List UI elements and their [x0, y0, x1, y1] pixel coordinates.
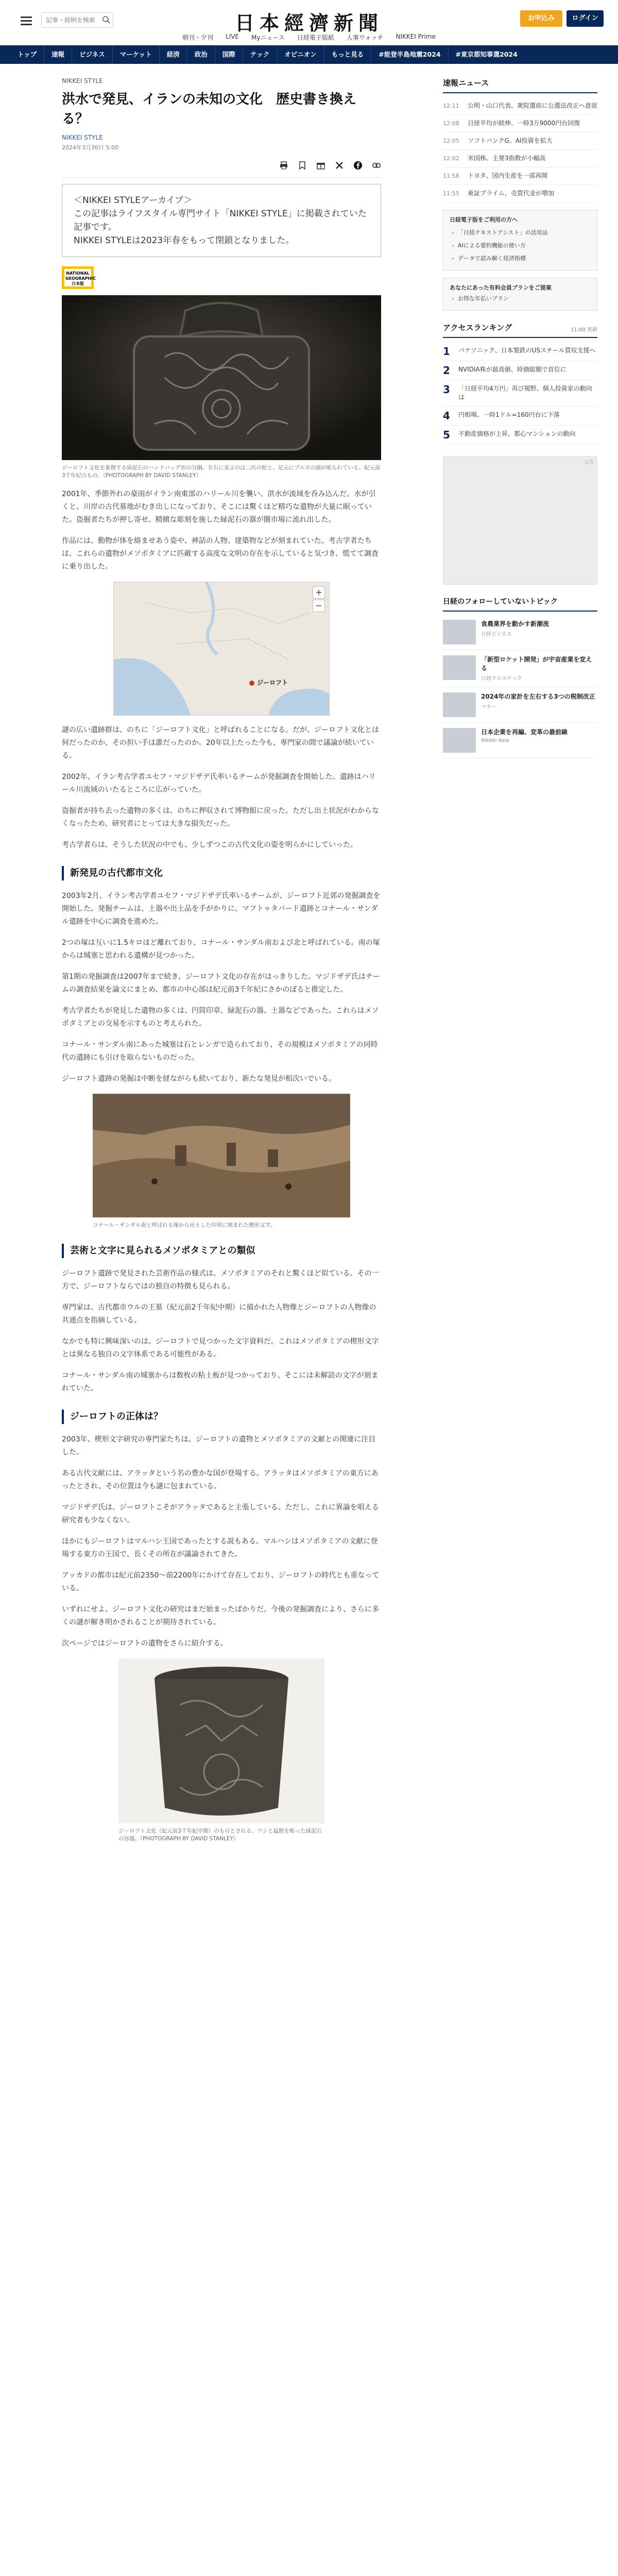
nav-item-economy[interactable]: 経済: [160, 45, 187, 64]
subnav-item[interactable]: Myニュース: [251, 34, 285, 41]
news-time: 11:55: [443, 190, 459, 197]
nav-item-international[interactable]: 国際: [215, 45, 243, 64]
rank-headline: 円相場、一時1ドル=160円台に下落: [458, 411, 560, 418]
news-time: 12:08: [443, 120, 459, 127]
promo-link[interactable]: › 「日経テキストアシスト」の活用法: [450, 226, 591, 239]
flash-news-item[interactable]: [443, 97, 597, 115]
article-paragraph: 次ページではジーロフトの遺物をさらに紹介する。: [62, 1639, 228, 1648]
follow-topic-item[interactable]: [443, 615, 597, 650]
topic-thumbnail: [443, 728, 476, 753]
topic-title: 食農業界を動かす新潮流: [481, 620, 550, 628]
section-heading: 新発見の古代都市文化: [62, 866, 381, 880]
article-paragraph: 2001年、季節外れの豪雨がイラン南東部のハリール川を襲い、洪水が流域を呑み込んだ。水が引くと、川岸の古代墓地がむき出しになっており、そこには驚くほど精巧な遺物が大量に眠っていた。盗掘者たちが押し寄せ、精緻な彫刻を施した緑泥石の器が闇市場に流れ出した。: [62, 490, 376, 524]
news-time: 12:11: [443, 103, 459, 109]
topic-source: Nikkei Asia: [481, 738, 509, 743]
article-paragraph: 作品には、動物が体を絡ませあう姿や、神話の人物、建築物などが刻まれていた。考古学者たちは、これらの遺物がメソポタミアに匹敵する高度な文明の存在を示していると気づき、慌てて調査に乗り出した。: [62, 537, 379, 571]
link-copy-icon[interactable]: [372, 161, 381, 170]
topic-source: マネー: [481, 704, 496, 710]
section-heading: 芸術と文字に見られるメソポタミアとの類似: [62, 1244, 381, 1258]
chlorite-weight-image: [62, 295, 381, 460]
map-zoom-out-button[interactable]: −: [313, 600, 325, 612]
article-paragraph: アッカドの都市は紀元前2350〜前2200年にかけて存在しており、ジーロフトの時代とも重なっている。: [62, 1571, 380, 1592]
follow-topics-heading: 日経のフォローしていないトピック: [443, 596, 597, 612]
article-date: 2024年3月30日 5:00: [62, 144, 119, 151]
rank-number: 2: [443, 364, 450, 377]
rank-headline: 「日経平均4万円」再び視野、個人投資家の動向は: [458, 385, 592, 401]
promo-title: 日経電子版をご利用の方へ: [450, 216, 518, 223]
gift-icon[interactable]: [316, 161, 325, 170]
follow-topic-item[interactable]: [443, 687, 597, 723]
news-time: 11:58: [443, 173, 459, 179]
nav-item-more[interactable]: もっと見る: [324, 45, 372, 64]
rank-number: 3: [443, 383, 450, 396]
plan-promo-box[interactable]: [443, 278, 597, 311]
plan-promo-title: あなたにあった有料会員プランをご提案: [450, 284, 552, 291]
article-paragraph: 2つの塚は互いに1.5キロほど離れており、コナール・サンダル南および北と呼ばれている。南の塚からは城塞と思われる遺構が見つかった。: [62, 939, 380, 960]
topic-thumbnail: [443, 620, 476, 645]
subscribe-button[interactable]: お申込み: [520, 10, 562, 27]
article: [62, 77, 381, 1851]
flash-news-heading: [443, 77, 597, 93]
map-city-label: ジーロフト: [257, 679, 288, 686]
ranking-item[interactable]: [443, 380, 597, 406]
article-paragraph: コナール・サンダル南にあった城塞は石とレンガで造られており、その規模はメソポタミアの同時代の遺跡にも引けを取らないものだった。: [62, 1041, 378, 1062]
login-button[interactable]: ログイン: [566, 10, 604, 27]
photo-caption: コナール・サンダル南と呼ばれる塚から出土した印章に刻まれた楔形文字。: [93, 1222, 276, 1228]
article-paragraph: ほかにもジーロフトはマルハシ王国であったとする説もある。マルハシはメソポタミアの文献に登場する東方の王国で、長くその所在が議論されてきた。: [62, 1537, 378, 1558]
menu-icon[interactable]: [21, 14, 32, 26]
nav-item-politics[interactable]: 政治: [187, 45, 215, 64]
share-bar: [62, 158, 381, 173]
article-photo-excavation: [93, 1094, 350, 1217]
topic-thumbnail: [443, 692, 476, 717]
ad-label: 広告: [584, 460, 594, 465]
national-geographic-logo: NATIONAL GEOGRAPHIC 日本版: [62, 266, 94, 289]
topic-title: 「新型ロケット開発」が宇宙産業を変える: [481, 656, 592, 672]
nav-item-tag-election[interactable]: #東京都知事選2024: [455, 50, 518, 58]
facebook-share-icon[interactable]: [353, 161, 363, 170]
news-headline: ソフトバンクG、AI投資を拡大: [468, 137, 553, 144]
photo-caption: ジーロフト文化を象徴する緑泥石のハンドバッグ形の分銅。左右に並ぶのは二匹の蛇と、足元にブルズの頭が彫られている。紀元前3千年紀のもの。（PHOTOGRAPH BY DAVID STANLEY）: [62, 465, 381, 479]
nav-item-top[interactable]: トップ: [10, 45, 44, 64]
topic-thumbnail: [443, 655, 476, 680]
promo-link[interactable]: › AIによる要約機能の使い方: [450, 239, 591, 252]
topic-source: 日経ビジネス: [481, 632, 512, 637]
main-navigation: [0, 45, 618, 64]
location-map[interactable]: [113, 582, 330, 716]
plan-promo-link[interactable]: › お得な年払いプラン: [450, 292, 591, 305]
ranking-title: アクセスランキング: [443, 323, 512, 332]
rank-headline: 不動産価格が上昇、都心マンションの動向: [458, 430, 576, 437]
article-photo-vessel: [118, 1658, 324, 1823]
subnav-item[interactable]: 人事ウォッチ: [346, 34, 384, 41]
chlorite-vessel-image: [118, 1658, 324, 1823]
ranking-heading: [443, 322, 597, 338]
news-time: 12:02: [443, 155, 459, 162]
subnav-item[interactable]: NIKKEI Prime: [396, 33, 436, 40]
article-paragraph: 2002年、イラン考古学者ユセフ・マジドザデ氏率いるチームが発掘調査を開始した。遺跡はハリール川流域のいたるところに広がっていた。: [62, 773, 376, 794]
news-headline: 日経平均が続伸、一時3万9000円台回復: [468, 120, 580, 127]
photo-caption: ジーロフト文化（紀元前3千年紀中期）のものとされる、ワシと猛獣を彫った緑泥石の容器。（PHOTOGRAPH BY DAVID STANLEY）: [118, 1828, 322, 1842]
article-paragraph: 謎の広い遺跡群は、のちに「ジーロフト文化」と呼ばれることになる。だが、ジーロフト文化とは何だったのか、その担い手は誰だったのか。20年以上たった今も、専門家の間で議論が続いている。: [62, 726, 379, 760]
article-author[interactable]: NIKKEI STYLE: [62, 134, 103, 141]
nav-item-business[interactable]: ビジネス: [72, 45, 113, 64]
rank-number: 4: [443, 410, 450, 422]
flash-news-item[interactable]: [443, 185, 597, 202]
advertisement[interactable]: [443, 456, 597, 585]
sidebar: [443, 77, 597, 758]
member-promo-box: [443, 210, 597, 270]
news-headline: トヨタ、国内生産を一部再開: [468, 172, 548, 179]
nav-item-opinion[interactable]: オピニオン: [277, 45, 324, 64]
nav-item-flash[interactable]: 速報: [44, 45, 72, 64]
sub-navigation: [154, 33, 464, 44]
flash-news-item[interactable]: [443, 115, 597, 132]
flash-news-item[interactable]: [443, 167, 597, 185]
article-paragraph: 盗掘者が持ち去った遺物の多くは、のちに押収されて博物館に戻った。ただし出土状況がわからなくなったため、研究者にとっては大きな損失だった。: [62, 807, 379, 828]
search-icon[interactable]: [102, 15, 110, 24]
follow-topic-item[interactable]: [443, 650, 597, 687]
map-zoom-in-button[interactable]: +: [313, 586, 325, 599]
article-paragraph: 考古学者たちが発見した遺物の多くは、円筒印章、緑泥石の器、土器などであった。これらはメソポタミアとの交易を示すものと考えられた。: [62, 1007, 379, 1028]
site-header: [0, 0, 618, 45]
article-paragraph: ジーロフト遺跡の発掘は中断を経ながらも続いており、新たな発見が相次いでいる。: [62, 1075, 336, 1083]
article-paragraph: なかでも特に興味深いのは、ジーロフトで見つかった文字資料だ。これはメソポタミアの楔形文字とは異なる独自の文字体系である可能性がある。: [62, 1337, 379, 1359]
flash-news-title: 速報ニュース: [443, 78, 489, 88]
article-title: 洪水で発見、イランの未知の文化 歴史書き換える？: [62, 92, 357, 127]
rank-number: 5: [443, 429, 450, 441]
breadcrumb-item[interactable]: NIKKEI STYLE: [62, 77, 103, 84]
rank-number: 1: [443, 345, 450, 358]
flash-news-item[interactable]: [443, 150, 597, 167]
article-paragraph: 2003年2月、イラン考古学者ユセフ・マジドザデ氏率いるチームが、ジーロフト近郊の発掘調査を開始した。発掘チームは、土器や出土品を手がかりに、マフトゥタバード遺跡とコナール・サンダル遺跡を中心に調査を進めた。: [62, 892, 381, 926]
section-heading: ジーロフトの正体は？: [62, 1410, 381, 1424]
excavation-image: [93, 1094, 350, 1217]
ranking-item[interactable]: [443, 426, 597, 445]
article-photo-weight: [62, 295, 381, 460]
ranking-item[interactable]: [443, 406, 597, 426]
rank-headline: パナソニック、日本製鉄のUSスチール買収支援へ: [458, 347, 596, 354]
ranking-item[interactable]: [443, 361, 597, 380]
article-paragraph: 考古学者らは、そうした状況の中でも、少しずつこの古代文化の姿を明らかにしていった。: [62, 841, 357, 849]
ranking-item[interactable]: [443, 342, 597, 361]
news-headline: 米国株、主要3指数が小幅高: [468, 155, 546, 162]
rank-headline: NVIDIA株が最高値、時価総額で首位に: [458, 366, 566, 373]
article-paragraph: ある古代文献には、アラッタという名の豊かな国が登場する。アラッタはメソポタミアの東方にあったとされ、その位置は今も謎に包まれている。: [62, 1469, 379, 1490]
article-paragraph: マジドザデ氏は、ジーロフトこそがアラッタであると主張している。ただし、これに異論を唱える研究者も少なくない。: [62, 1503, 379, 1524]
topic-title: 2024年の家計を左右する3つの税制改正: [481, 693, 595, 700]
x-share-icon[interactable]: [335, 161, 344, 170]
article-paragraph: ジーロフト遺跡で発見された芸術作品の様式は、メソポタミアのそれと驚くほど似ている。その一方で、ジーロフトならではの独自の特徴も見られる。: [62, 1269, 379, 1291]
subnav-item[interactable]: 日経電子版紙: [297, 34, 334, 41]
promo-link[interactable]: › データで読み解く経済指標: [450, 252, 591, 265]
site-logo[interactable]: 日本經濟新聞: [234, 11, 383, 35]
news-headline: 公明・山口代表、衆院選前に公選法改正へ意欲: [468, 102, 598, 109]
nav-item-tag-noto[interactable]: #能登半島地震2024: [371, 45, 448, 64]
subnav-item[interactable]: 朝刊・夕刊: [182, 34, 214, 41]
nav-item-market[interactable]: マーケット: [113, 45, 160, 64]
breadcrumb: [62, 77, 381, 84]
ranking-updated: 11:00 更新: [571, 327, 597, 333]
article-paragraph: いずれにせよ、ジーロフト文化の研究はまだ始まったばかりだ。今後の発掘調査により、さらに多くの謎が解き明かされることが期待されている。: [62, 1605, 379, 1626]
map-image: [114, 582, 330, 716]
article-paragraph: 第1期の発掘調査は2007年まで続き、ジーロフト文化の存在がはっきりした。マジドザデ氏はチームの調査結果を論文にまとめ、都市の中心部は紀元前3千年紀にさかのぼると推定した。: [62, 973, 380, 994]
nav-item-tech[interactable]: テック: [243, 45, 278, 64]
news-headline: 東証プライム、売買代金が増加: [468, 190, 555, 197]
archive-notice: ＜NIKKEI STYLEアーカイブ＞ この記事はライフスタイル専門サイト「NIKKEI STYLE」に掲載されていた記事です。 NIKKEI STYLEは2023年春をもって閉鎖となりました。: [62, 184, 381, 257]
topic-source: 日経クロステック: [481, 676, 522, 682]
divider: [62, 177, 381, 178]
follow-topic-item[interactable]: [443, 723, 597, 758]
topic-title: 日本企業を再編、変革の最前線: [481, 728, 568, 736]
article-paragraph: 2003年、楔形文字研究の専門家たちは、ジーロフトの遺物とメソポタミアの文献との関連に注目した。: [62, 1435, 376, 1456]
bookmark-icon[interactable]: [298, 161, 307, 170]
article-paragraph: 専門家は、古代都市ウルの王墓（紀元前2千年紀中期）に描かれた人物像とジーロフトの人物像の共通点を指摘している。: [62, 1303, 376, 1325]
subnav-item[interactable]: LIVE: [226, 33, 239, 40]
news-time: 12:05: [443, 138, 459, 144]
flash-news-item[interactable]: [443, 132, 597, 150]
article-paragraph: コナール・サンダル南の城塞からは数枚の粘土板が見つかっており、そこには未解読の文字が刻まれていた。: [62, 1371, 379, 1393]
print-icon[interactable]: [279, 161, 288, 170]
